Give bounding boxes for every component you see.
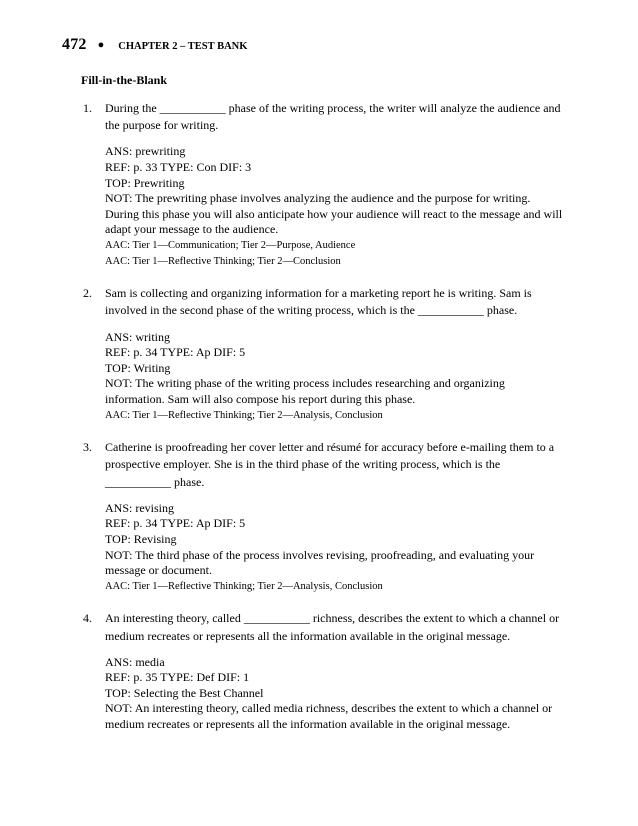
aac-line: AAC: Tier 1—Reflective Thinking; Tier 2—Analysis, Conclusion xyxy=(105,409,383,421)
answer-line: ANS: media xyxy=(105,654,165,669)
section-title: Fill-in-the-Blank xyxy=(81,73,168,87)
topic-line: TOP: Selecting the Best Channel xyxy=(105,685,264,700)
question-number: 4. xyxy=(83,611,92,626)
question-item xyxy=(83,439,563,594)
reference-line xyxy=(105,345,563,361)
answer-block xyxy=(105,330,563,377)
question-item xyxy=(83,285,563,423)
reference-line xyxy=(105,516,563,532)
difficulty: DIF: 3 xyxy=(219,160,252,174)
question-text: Catherine is proofreading her cover letter and résumé for accuracy before e-mailing them to a prospective employer. She is in the third phase of the writing process, which is the ___________ phase. xyxy=(105,440,555,489)
explanation-note: NOT: The third phase of the process involves revising, proofreading, and evaluating your message or document. xyxy=(105,547,535,578)
question-number: 2. xyxy=(83,286,92,301)
answer-block xyxy=(105,655,563,702)
question-text: An interesting theory, called ___________ richness, describes the extent to which a channel or medium recreates or represents all the information available in the original message. xyxy=(105,611,560,643)
reference-page: REF: p. 35 xyxy=(105,670,158,685)
question-item xyxy=(83,610,563,732)
question-text: During the ___________ phase of the writing process, the writer will analyze the audience and the purpose for writing. xyxy=(105,101,561,133)
topic-line: TOP: Writing xyxy=(105,360,171,375)
answer-line: ANS: revising xyxy=(105,500,174,515)
question-item xyxy=(83,100,563,269)
question-list xyxy=(83,100,563,749)
bullet-icon: ● xyxy=(97,39,105,51)
question-type: TYPE: Def xyxy=(160,670,215,685)
difficulty: DIF: 1 xyxy=(217,670,250,685)
answer-line: ANS: writing xyxy=(105,329,171,344)
question-number: 1. xyxy=(83,101,92,115)
aac-line: AAC: Tier 1—Reflective Thinking; Tier 2—Conclusion xyxy=(105,255,341,267)
topic-line: TOP: Prewriting xyxy=(105,175,185,190)
question-type: TYPE: Con xyxy=(160,160,217,174)
explanation-note: NOT: An interesting theory, called media richness, describes the extent to which a channel or medium recreates or represents all the information available in the original message. xyxy=(105,701,553,732)
reference-page: REF: p. 34 xyxy=(105,516,158,531)
reference-page: REF: p. 34 xyxy=(105,345,158,360)
question-text: Sam is collecting and organizing information for a marketing report he is writing. Sam is involved in the second phase of the writing process, which is the ___________ phase. xyxy=(105,286,532,318)
topic-line: TOP: Revising xyxy=(105,531,177,546)
reference-page: REF: p. 33 xyxy=(105,160,158,174)
difficulty: DIF: 5 xyxy=(213,516,246,531)
page-header xyxy=(62,36,247,54)
answer-block xyxy=(105,144,563,191)
reference-line xyxy=(105,160,563,176)
chapter-title: CHAPTER 2 – TEST BANK xyxy=(118,41,248,52)
question-type: TYPE: Ap xyxy=(160,345,211,360)
question-type: TYPE: Ap xyxy=(160,516,211,531)
aac-line: AAC: Tier 1—Reflective Thinking; Tier 2—Analysis, Conclusion xyxy=(105,580,383,592)
answer-line: ANS: prewriting xyxy=(105,144,186,159)
answer-block xyxy=(105,501,563,548)
question-number: 3. xyxy=(83,440,92,455)
difficulty: DIF: 5 xyxy=(213,345,246,360)
explanation-note: NOT: The writing phase of the writing process includes researching and organizing information. Sam will also compose his report during this phase. xyxy=(105,376,505,406)
explanation-note: NOT: The prewriting phase involves analyzing the audience and the purpose for writing. During this phase you will also anticipate how your audience will react to the message and will adapt your message to the audience. xyxy=(105,191,563,237)
reference-line xyxy=(105,670,563,686)
aac-line: AAC: Tier 1—Communication; Tier 2—Purpose, Audience xyxy=(105,239,356,251)
page-number: 472 xyxy=(62,36,87,53)
